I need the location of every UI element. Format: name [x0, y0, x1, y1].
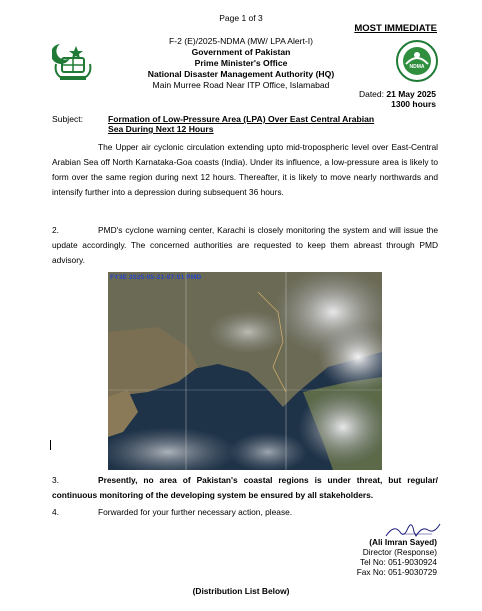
- state-emblem-icon: [52, 40, 94, 82]
- date-value: 21 May 2025: [386, 89, 436, 99]
- paragraph-4-text: Forwarded for your further necessary action, please.: [98, 507, 293, 517]
- paragraph-3: [52, 473, 438, 503]
- ndma-logo-text: NDMA: [409, 64, 425, 70]
- authority-title: National Disaster Management Authority (HQ): [147, 69, 335, 79]
- paragraph-1-text: The Upper air cyclonic circulation extending upto mid-tropospheric level over East-Central Arabian Sea off North Karnataka-Goa coasts (India). Under its influence, a low-pressure area is likely to form over the same region during next 12 hours. Thereafter, it is likely to move nearly northwards and intensify further into a depression during subsequent 36 hours.: [52, 142, 438, 197]
- satellite-image: [108, 272, 382, 470]
- subject-label: Subject:: [52, 114, 84, 124]
- file-reference: F-2 (E)/2025-NDMA (MW/ LPA Alert-I): [168, 36, 314, 46]
- paragraph-4-number: 4.: [52, 507, 59, 517]
- dateline: [359, 89, 436, 109]
- address: Main Murree Road Near ITP Office, Islamabad: [152, 80, 330, 90]
- paragraph-4: [52, 505, 438, 520]
- paragraph-2-text: PMD's cyclone warning center, Karachi is closely monitoring the system and will issue the update accordingly. The concerned authorities are requested to keep them abreast through PMD advisory.: [52, 225, 438, 265]
- office-title: Prime Minister's Office: [194, 58, 288, 68]
- distribution-note: (Distribution List Below): [192, 586, 290, 596]
- time-value: 1300 hours: [391, 99, 436, 109]
- paragraph-3-number: 3.: [52, 475, 59, 485]
- fax-number: Fax No: 051-9030729: [356, 567, 437, 577]
- satellite-map-graphic: [108, 272, 382, 470]
- date-label: Dated:: [358, 89, 384, 99]
- ndma-logo-icon: [396, 40, 438, 82]
- paragraph-2: [52, 223, 438, 268]
- signatory-designation: Director (Response): [362, 547, 437, 557]
- paragraph-3-text: Presently, no area of Pakistan's coastal regions is under threat, but regular/ continuous monitoring of the developing system be ensured by all stakeholders.: [52, 475, 438, 500]
- government-title: Government of Pakistan: [191, 47, 291, 57]
- text-cursor: [50, 440, 51, 450]
- subject-text: Formation of Low-Pressure Area (LPA) Over East Central Arabian Sea During Next 12 Hours: [108, 114, 375, 134]
- page-number: Page 1 of 3: [219, 13, 263, 23]
- signatory-name: (Ali Imran Sayed): [369, 537, 437, 547]
- letterhead: [120, 36, 362, 91]
- telephone-number: Tel No: 051-9030924: [359, 557, 437, 567]
- satellite-caption: FY3E 2025-05-21-07:01 PMD: [110, 274, 202, 281]
- priority-label: MOST IMMEDIATE: [354, 23, 437, 34]
- signature-block: [357, 537, 437, 577]
- paragraph-2-number: 2.: [52, 225, 59, 235]
- paragraph-1: [52, 140, 438, 200]
